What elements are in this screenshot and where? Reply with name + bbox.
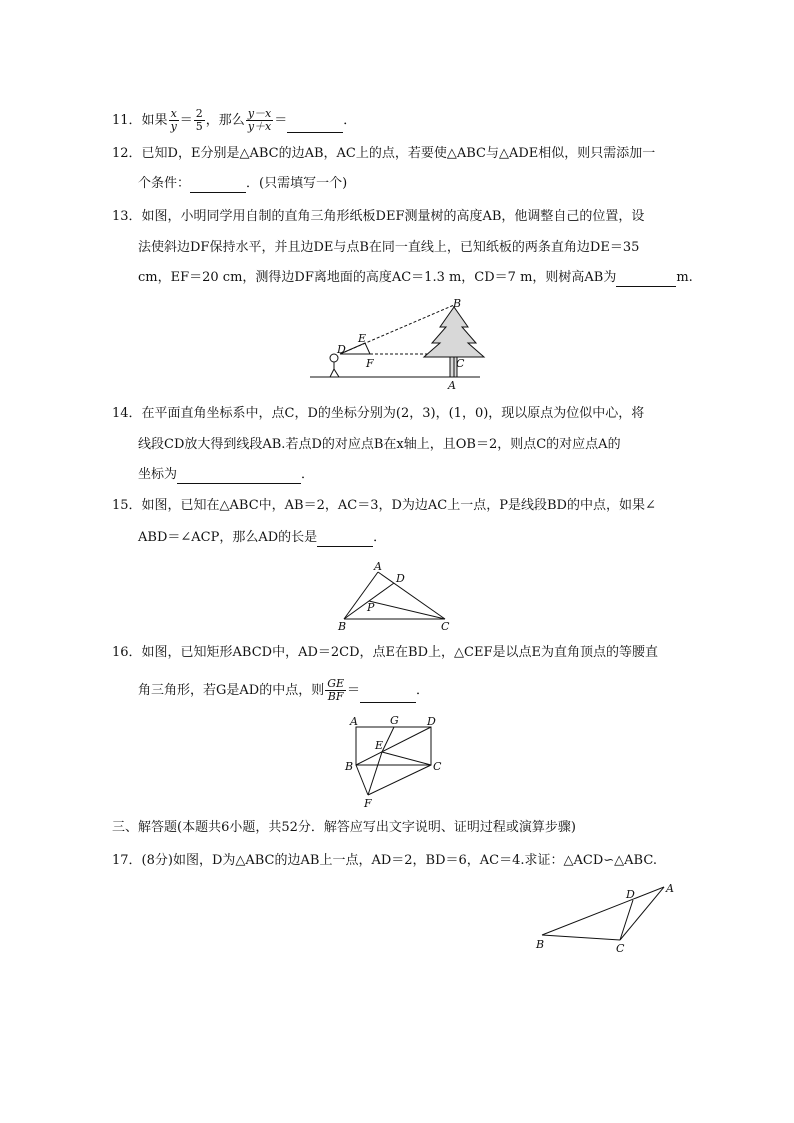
triangle-q17-svg (528, 880, 678, 955)
segment-fc (368, 765, 431, 795)
question-12-line-2: 个条件： ．(只需填写一个) (138, 176, 348, 191)
point-label-a: A (374, 560, 382, 573)
person-leg-right (334, 369, 339, 377)
question-12-line-1: 12．已知D，E分别是△ABC的边AB，AC上的点，若要使△ABC与△ADE相似，则只需添加一 (112, 146, 656, 161)
point-label-b: B (345, 760, 354, 773)
point-label-d: D (626, 888, 635, 901)
segment-ef (368, 752, 382, 795)
question-16-line-1: 16．如图，已知矩形ABCD中，AD＝2CD，点E在BD上，△CEF是以点E为直角顶点的等腰直 (112, 645, 658, 660)
point-label-b: B (453, 297, 462, 310)
point-label-d: D (396, 572, 405, 585)
question-13-line-2: 法使斜边DF保持水平，并且边DE与点B在同一直线上，已知纸板的两条直角边DE＝35 (138, 240, 640, 255)
question-13-line-3: cm，EF＝20 cm，测得边DF离地面的高度AC＝1.3 m，CD＝7 m，则树高AB为 m. (138, 270, 693, 285)
person-leg-left (330, 369, 334, 377)
point-label-e: E (358, 332, 367, 345)
point-label-f: F (366, 357, 374, 370)
segment-ac (378, 572, 445, 619)
point-label-d: D (427, 715, 436, 728)
answer-blank-14[interactable] (177, 469, 301, 484)
fraction-ge-over-bf: $\frac{GE}{BF}$ (327, 677, 345, 703)
question-15-line-1: 15．如图，已知在△ABC中，AB＝2，AC＝3，D为边AC上一点，P是线段BD的中点，如果∠ (112, 498, 656, 513)
point-label-p: P (367, 601, 375, 614)
point-label-d: D (337, 343, 346, 356)
point-label-b: B (536, 938, 545, 951)
figure-triangle-abc-q17 (528, 880, 678, 959)
segment-pc (369, 601, 445, 619)
figure-tree-measurement (300, 297, 490, 396)
point-label-e: E (375, 739, 384, 752)
segment-ec (382, 752, 431, 765)
tree-diagram-svg (300, 297, 490, 392)
point-label-g: G (390, 714, 399, 727)
point-label-c: C (456, 357, 465, 370)
segment-ba (542, 887, 664, 935)
point-label-c: C (441, 620, 450, 633)
rectangle-q16-svg (338, 712, 448, 812)
figure-triangle-abc-q15 (330, 558, 460, 637)
point-label-b: B (338, 620, 347, 633)
point-label-a: A (448, 379, 456, 392)
fraction-x-over-y: $\frac{x}{y}$ (170, 107, 177, 133)
answer-blank-12[interactable] (190, 178, 246, 193)
segment-bc (542, 935, 620, 940)
segment-cd (620, 900, 633, 940)
point-label-c: C (433, 760, 442, 773)
question-14-line-1: 14．在平面直角坐标系中，点C，D的坐标分别为(2，3)，(1，0)，现以原点为位似中心，将 (112, 406, 645, 421)
question-15-line-2: ABD＝∠ACP，那么AD的长是 ． (138, 530, 387, 545)
answer-blank-15[interactable] (317, 532, 373, 547)
segment-bf (356, 765, 368, 795)
section-3-heading: 三、解答题(本题共6小题，共52分．解答应写出文字说明、证明过程或演算步骤) (112, 820, 576, 835)
question-11: 11．如果 $\frac{x}{y}$ ＝ $\frac{2}{5}$ ，那么 $\frac{y-x}{y+x}$ ＝ ． (112, 107, 357, 133)
point-label-c: C (616, 942, 625, 955)
diagonal-bd (356, 727, 431, 765)
figure-rectangle-abcd-q16 (338, 712, 448, 816)
answer-blank-11[interactable] (287, 118, 343, 133)
question-13-line-1: 13．如图，小明同学用自制的直角三角形纸板DEF测量树的高度AB，他调整自己的位置，设 (112, 209, 645, 224)
point-label-a: A (666, 882, 674, 895)
question-16-line-2: 角三角形，若G是AD的中点，则 $\frac{GE}{BF}$ ＝ ． (138, 677, 430, 703)
fraction-y-minus-x-over-y-plus-x: $\frac{y-x}{y+x}$ (247, 107, 272, 133)
triangle-q15-svg (330, 558, 460, 633)
question-17-line-1: 17．(8分)如图，D为△ABC的边AB上一点，AD＝2，BD＝6，AC＝4.求证：△ACD∽△ABC. (112, 853, 657, 868)
answer-blank-16[interactable] (360, 688, 416, 703)
point-label-f: F (364, 797, 372, 810)
question-14-line-3: 坐标为 ． (138, 467, 315, 482)
fraction-2-over-5: $\frac{2}{5}$ (195, 107, 203, 133)
answer-blank-13[interactable] (616, 272, 676, 287)
point-label-a: A (350, 715, 358, 728)
question-14-line-2: 线段CD放大得到线段AB.若点D的对应点B在x轴上，且OB＝2，则点C的对应点A的 (138, 437, 621, 452)
